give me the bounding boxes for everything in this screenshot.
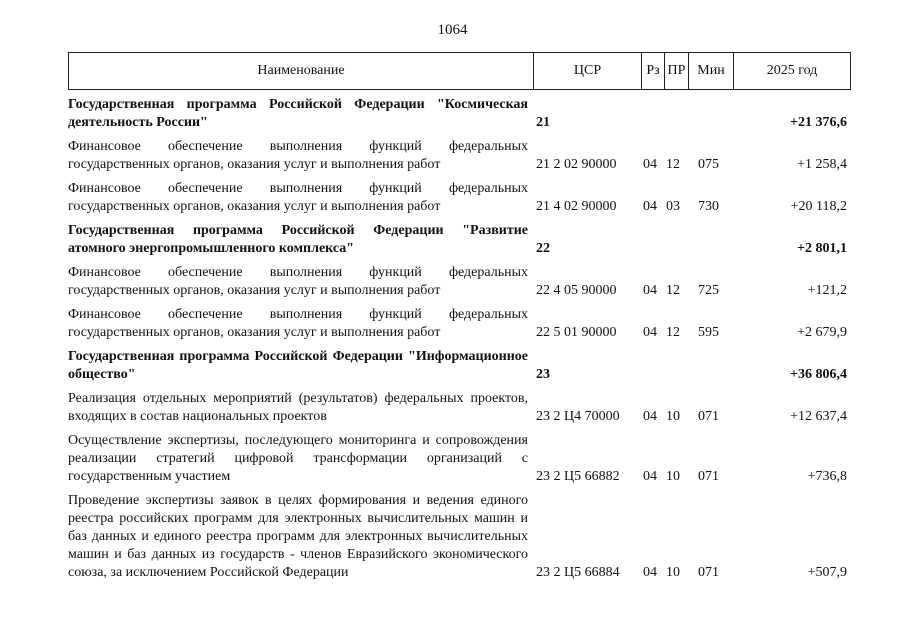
column-header-year: 2025 год: [766, 63, 818, 78]
row-csr: 22 4 05 90000: [536, 283, 617, 298]
program-row: [68, 222, 851, 258]
row-codes: [68, 240, 851, 258]
table-row: [68, 390, 851, 426]
row-codes: [68, 156, 851, 174]
row-value: +36 806,4: [790, 367, 847, 382]
row-csr: 22: [536, 241, 550, 256]
table-row: [68, 264, 851, 300]
table-row: [68, 180, 851, 216]
row-rz: 04: [643, 199, 657, 214]
row-value: +21 376,6: [790, 115, 847, 130]
row-rz: 04: [643, 157, 657, 172]
row-pr: 12: [666, 283, 680, 298]
row-rz: 04: [643, 565, 657, 580]
table-row: [68, 138, 851, 174]
row-min: 595: [698, 325, 719, 340]
row-name: Осуществление экспертизы, последующего мониторинга и сопровождения реализации стратегий цифровой трансформации организаций с государственным участием: [68, 433, 528, 484]
row-csr: 23 2 Ц5 66882: [536, 469, 620, 484]
row-min: 730: [698, 199, 719, 214]
row-name: Государственная программа Российской Федерации "Информационное общество": [68, 349, 528, 382]
row-csr: 21 4 02 90000: [536, 199, 617, 214]
row-name: Государственная программа Российской Федерации "Космическая деятельность России": [68, 97, 528, 130]
row-codes: [68, 366, 851, 384]
column-header-name: Наименование: [69, 53, 534, 89]
row-codes: [68, 408, 851, 426]
column-header-min: Мин: [689, 53, 734, 89]
row-rz: 04: [643, 409, 657, 424]
table-row: [68, 492, 851, 582]
row-name: Государственная программа Российской Федерации "Развитие атомного энергопромышленного комплекса": [68, 223, 528, 256]
row-codes: [68, 468, 851, 486]
program-row: [68, 348, 851, 384]
row-value: +2 679,9: [797, 325, 847, 340]
row-name: Финансовое обеспечение выполнения функций федеральных государственных органов, оказания услуг и выполнения работ: [68, 181, 528, 214]
row-name: Реализация отдельных мероприятий (результатов) федеральных проектов, входящих в состав национальных проектов: [68, 391, 528, 424]
row-codes: [68, 324, 851, 342]
row-min: 725: [698, 283, 719, 298]
row-min: 071: [698, 409, 719, 424]
row-name: Проведение экспертизы заявок в целях формирования и ведения единого реестра российских программ для электронных вычислительных машин и баз данных и единого реестра программ для электронных вычислительных машин и баз данных из государств - членов Евразийского экономического союза, за исключением Российской Федерации: [68, 493, 528, 580]
row-rz: 04: [643, 325, 657, 340]
row-csr: 23 2 Ц4 70000: [536, 409, 620, 424]
program-row: [68, 96, 851, 132]
row-name: Финансовое обеспечение выполнения функций федеральных государственных органов, оказания услуг и выполнения работ: [68, 265, 528, 298]
row-value: +12 637,4: [790, 409, 847, 424]
table-row: [68, 432, 851, 486]
row-pr: 10: [666, 469, 680, 484]
table-row: [68, 306, 851, 342]
row-pr: 12: [666, 157, 680, 172]
row-csr: 21 2 02 90000: [536, 157, 617, 172]
row-pr: 10: [666, 565, 680, 580]
row-name: Финансовое обеспечение выполнения функций федеральных государственных органов, оказания услуг и выполнения работ: [68, 139, 528, 172]
row-min: 075: [698, 157, 719, 172]
row-value: +736,8: [807, 469, 847, 484]
row-csr: 21: [536, 115, 550, 130]
row-csr: 23: [536, 367, 550, 382]
row-csr: 22 5 01 90000: [536, 325, 617, 340]
row-min: 071: [698, 565, 719, 580]
row-pr: 10: [666, 409, 680, 424]
row-codes: [68, 564, 851, 582]
row-value: +20 118,2: [790, 199, 847, 214]
row-codes: [68, 114, 851, 132]
column-header-csr: ЦСР: [534, 53, 642, 89]
row-name: Финансовое обеспечение выполнения функций федеральных государственных органов, оказания услуг и выполнения работ: [68, 307, 528, 340]
row-min: 071: [698, 469, 719, 484]
row-rz: 04: [643, 283, 657, 298]
column-header-pr: ПР: [665, 53, 689, 89]
row-pr: 03: [666, 199, 680, 214]
page-number: 1064: [437, 22, 468, 38]
table-header: [68, 52, 851, 90]
row-rz: 04: [643, 469, 657, 484]
row-pr: 12: [666, 325, 680, 340]
row-value: +1 258,4: [797, 157, 847, 172]
row-value: +2 801,1: [797, 241, 847, 256]
row-codes: [68, 282, 851, 300]
row-csr: 23 2 Ц5 66884: [536, 565, 620, 580]
row-value: +121,2: [807, 283, 847, 298]
row-codes: [68, 198, 851, 216]
table-body: [68, 96, 851, 588]
column-header-rz: Рз: [642, 53, 665, 89]
row-value: +507,9: [807, 565, 847, 580]
